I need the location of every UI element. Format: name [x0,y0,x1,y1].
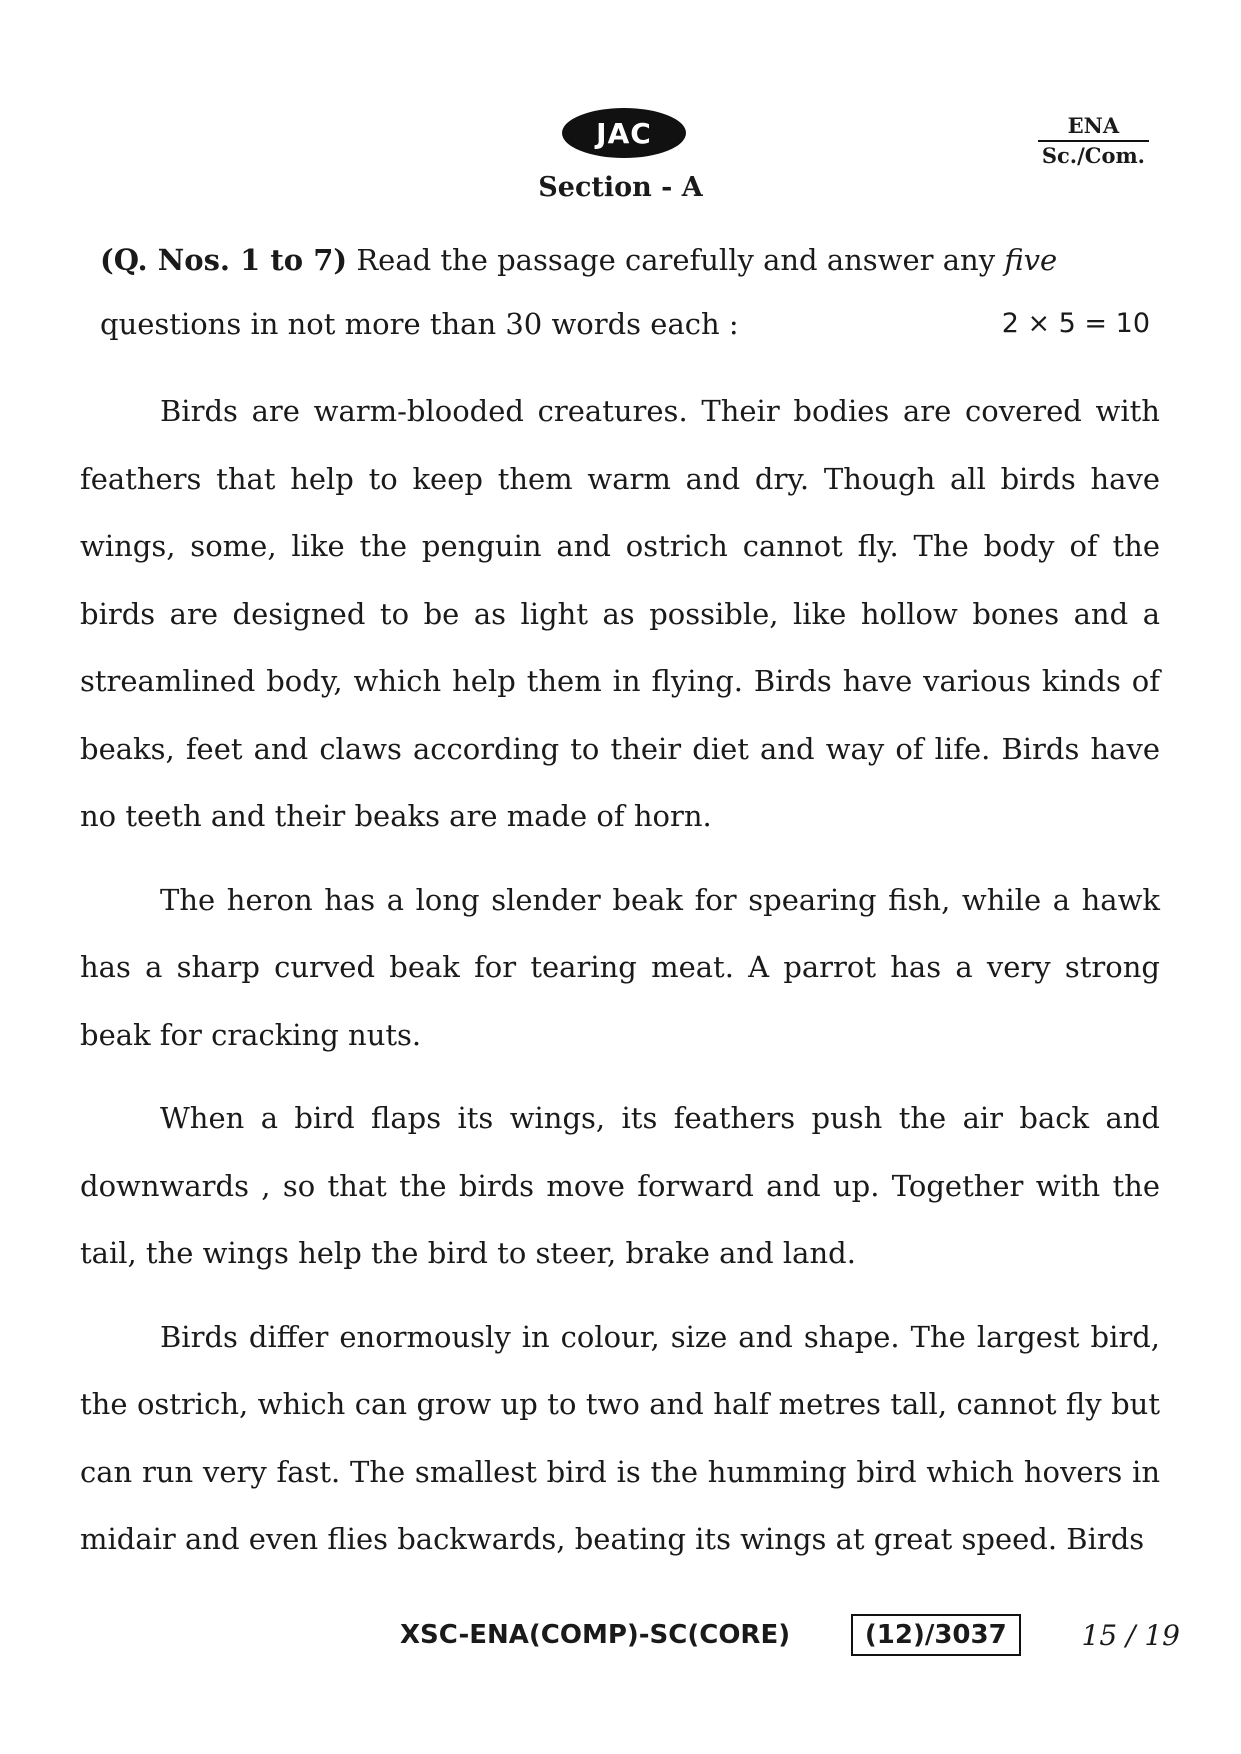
passage-paragraph-3: When a bird flaps its wings, its feathers push the air back and downwards , so that the birds move forward and up. Together with the tail, the wings help the bird to steer, brake and land. [80,1101,1160,1270]
subject-code-top: ENA [1038,112,1149,142]
passage-paragraph-1: Birds are warm-blooded creatures. Their bodies are covered with feathers that help to keep them warm and dry. Though all birds have wings, some, like the penguin and ostrich cannot fly. The body of the birds are designed to be as light as possible, like hollow bones and a streamlined body, which help them in flying. Birds have various kinds of beaks, feet and claws according to their diet and way of life. Birds have no teeth and their beaks are made of horn. [80,394,1160,833]
instructions-line-2 [100,292,1150,356]
paper-code: (12)/3037 [851,1614,1021,1656]
subject-code [1038,112,1149,170]
passage-paragraph-2: The heron has a long slender beak for spearing fish, while a hawk has a sharp curved beak for tearing meat. A parrot has a very strong beak for cracking nuts. [80,882,1160,1052]
jac-logo-text: JAC [596,116,652,150]
page-number: 15 / 19 [1081,1618,1180,1652]
subject-code-bottom: Sc./Com. [1041,143,1145,168]
course-code: XSC-ENA(COMP)-SC(CORE) [400,1620,791,1650]
question-numbers: (Q. Nos. 1 to 7) [100,243,348,277]
instructions-line-2-text: questions in not more than 30 words each : [100,307,739,341]
marks-allocation: 2 × 5 = 10 [1001,308,1150,339]
passage-paragraph-4: Birds differ enormously in colour, size and shape. The largest bird, the ostrich, which can grow up to two and half metres tall, cannot fly but can run very fast. The smallest bird is the humming bird which hovers in midair and even flies backwards, beating its wings at great speed. Birds [80,1319,1160,1556]
page-footer [400,1614,1180,1656]
jac-logo [562,108,686,158]
instructions-line-1 [100,228,1150,292]
section-title: Section - A [538,172,703,203]
instructions-text: Read the passage carefully and answer any [356,243,996,277]
instructions-emphasis: five [1004,243,1058,277]
instructions [100,228,1150,356]
passage [80,378,1160,1590]
